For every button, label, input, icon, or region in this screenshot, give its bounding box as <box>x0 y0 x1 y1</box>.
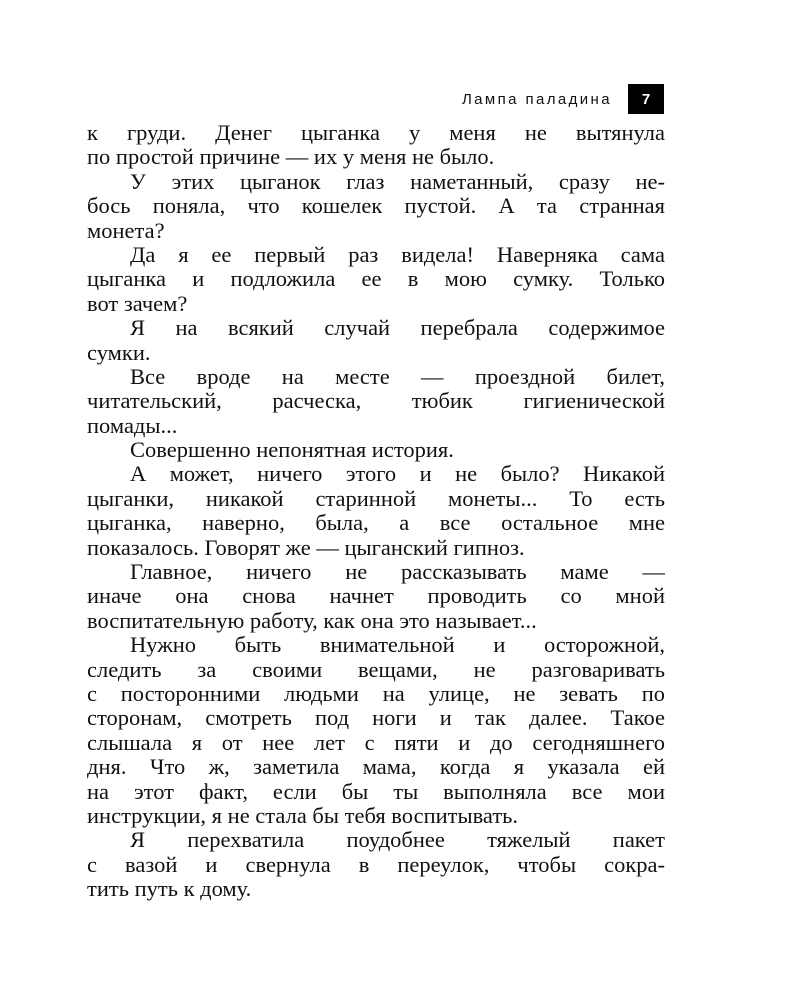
text-line: Нужно быть внимательной и осторожной, <box>130 633 665 658</box>
text-line: сумки. <box>87 340 151 365</box>
text-line: с посторонними людьми на улице, не зевать по <box>87 681 665 706</box>
text-line: Я перехватила поудобнее тяжелый пакет <box>130 828 665 853</box>
text-line: с вазой и свернула в переулок, чтобы сокра- <box>87 852 665 877</box>
text-line: по простой причине — их у меня не было. <box>87 145 495 170</box>
text-line: У этих цыганок глаз наметанный, сразу не- <box>130 169 665 194</box>
text-line: цыганка, наверно, была, а все остальное мне <box>87 511 665 536</box>
text-line: слышала я от нее лет с пяти и до сегодняшнего <box>87 730 665 755</box>
text-line: показалось. Говорят же — цыганский гипноз. <box>87 535 525 560</box>
running-header <box>462 84 664 114</box>
text-line: вот зачем? <box>87 291 188 316</box>
body-text <box>87 121 665 902</box>
text-line: следить за своими вещами, не разговаривать <box>87 657 665 682</box>
text-line: цыганка и подложила ее в мою сумку. Только <box>87 267 665 292</box>
text-line: читательский, расческа, тюбик гигиенической <box>87 389 665 414</box>
text-line: А может, ничего этого и не было? Никакой <box>130 462 665 487</box>
text-line: бось поняла, что кошелек пустой. А та странная <box>87 194 665 219</box>
text-line: иначе она снова начнет проводить со мной <box>87 584 665 609</box>
text-line: Все вроде на месте — проездной билет, <box>130 364 665 389</box>
text-line: инструкции, я не стала бы тебя воспитывать. <box>87 803 519 828</box>
book-title: Лампа паладина <box>461 90 612 108</box>
text-line: цыганки, никакой старинной монеты... То есть <box>87 486 665 511</box>
text-line: Я на всякий случай перебрала содержимое <box>130 316 665 341</box>
text-line: к груди. Денег цыганка у меня не вытянула <box>87 121 665 145</box>
text-line: Да я ее первый раз видела! Наверняка сама <box>130 242 665 267</box>
text-line: помады... <box>87 413 178 438</box>
text-line: тить путь к дому. <box>87 877 252 902</box>
page-number: 7 <box>628 84 664 114</box>
text-line: Совершенно непонятная история. <box>130 438 454 463</box>
text-line: на этот факт, если бы ты выполняла все мои <box>87 779 665 804</box>
text-line: монета? <box>87 218 165 243</box>
text-line: сторонам, смотреть под ноги и так далее. Такое <box>87 706 665 731</box>
text-line: воспитательную работу, как она это называет... <box>87 608 537 633</box>
text-line: Главное, ничего не рассказывать маме — <box>130 560 665 585</box>
text-line: дня. Что ж, заметила мама, когда я указала ей <box>87 755 665 780</box>
